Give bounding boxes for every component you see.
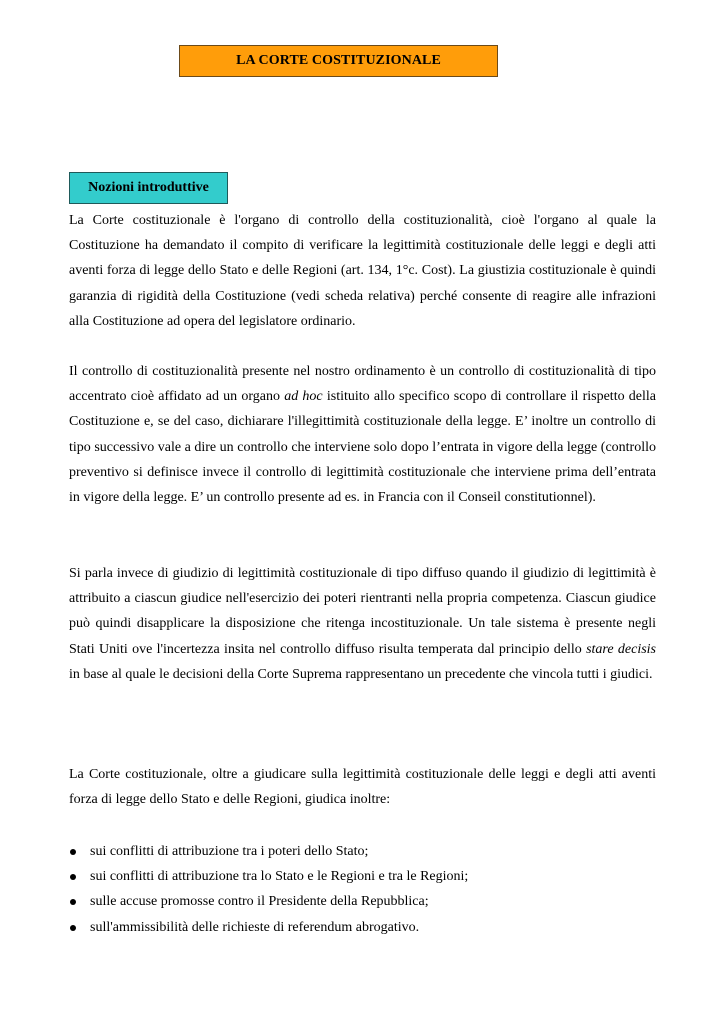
list-item xyxy=(69,915,656,940)
page-title xyxy=(179,45,498,77)
paragraph-3-text-b: in base al quale le decisioni della Corte Suprema rappresentano un precedente che vincola tutti i giudici. xyxy=(69,666,653,682)
bullet-icon xyxy=(70,925,76,931)
paragraph-2 xyxy=(69,359,656,510)
paragraph-2-text-a: Il controllo di costituzionalità presente nel nostro ordinamento è un controllo di costituzionalità di tipo accentrato cioè affidato ad un organo xyxy=(69,364,656,405)
bullet-list xyxy=(69,839,656,940)
bullet-icon xyxy=(70,874,76,880)
section-heading xyxy=(69,172,228,204)
paragraph-3-italic: stare decisis xyxy=(586,641,656,657)
bullet-icon xyxy=(70,849,76,855)
paragraph-2-text-b: istituito allo specifico scopo di controllare il rispetto della Costituzione e, se del caso, dichiarare l'illegittimità costituzionale della legge. E’ inoltre un controllo di tipo successivo vale a dire un controllo che interviene solo dopo l’entrata in vigore della legge (controllo preventivo si definisce invece il controllo di legittimità costituzionale che interviene prima dell’entrata in vigore della legge. E’ un controllo presente ad es. in Francia con il Conseil constitutionnel). xyxy=(69,389,656,506)
list-item-text: sull'ammissibilità delle richieste di referendum abrogativo. xyxy=(90,919,420,935)
paragraph-3 xyxy=(69,561,656,687)
list-item xyxy=(69,889,656,914)
list-item-text: sui conflitti di attribuzione tra lo Stato e le Regioni e tra le Regioni; xyxy=(90,869,469,885)
list-item xyxy=(69,864,656,889)
list-item xyxy=(69,839,656,864)
list-item-text: sulle accuse promosse contro il Presidente della Repubblica; xyxy=(90,894,429,910)
list-item-text: sui conflitti di attribuzione tra i poteri dello Stato; xyxy=(90,844,369,859)
paragraph-4: La Corte costituzionale, oltre a giudicare sulla legittimità costituzionale delle leggi e degli atti aventi forza di legge dello Stato e delle Regioni, giudica inoltre: xyxy=(69,767,656,808)
section-heading-text: Nozioni introduttive xyxy=(88,180,209,195)
paragraph-2-italic: ad hoc xyxy=(284,389,323,405)
paragraph-3-text-a: Si parla invece di giudizio di legittimità costituzionale di tipo diffuso quando il giudizio di legittimità è attribuito a ciascun giudice nell'esercizio dei poteri rientranti nella propria competenza. Ciascun giudice può quindi disapplicare la disposizione che ritenga incostituzionale. Un tale sistema è presente negli Stati Uniti ove l'incertezza insita nel controllo diffuso risulta temperata dal principio dello xyxy=(69,566,656,657)
paragraph-1: La Corte costituzionale è l'organo di controllo della costituzionalità, cioè l'organo al quale la Costituzione ha demandato il compito di verificare la legittimità costituzionale delle leggi e degli atti aventi forza di legge dello Stato e delle Regioni (art. 134, 1°c. Cost). La giustizia costituzionale è quindi garanzia di rigidità della Costituzione (vedi scheda relativa) perché consente di reagire alle infrazioni alla Costituzione ad opera del legislatore ordinario. xyxy=(69,213,656,329)
page-title-text: LA CORTE COSTITUZIONALE xyxy=(236,53,441,68)
bullet-icon xyxy=(70,899,76,905)
